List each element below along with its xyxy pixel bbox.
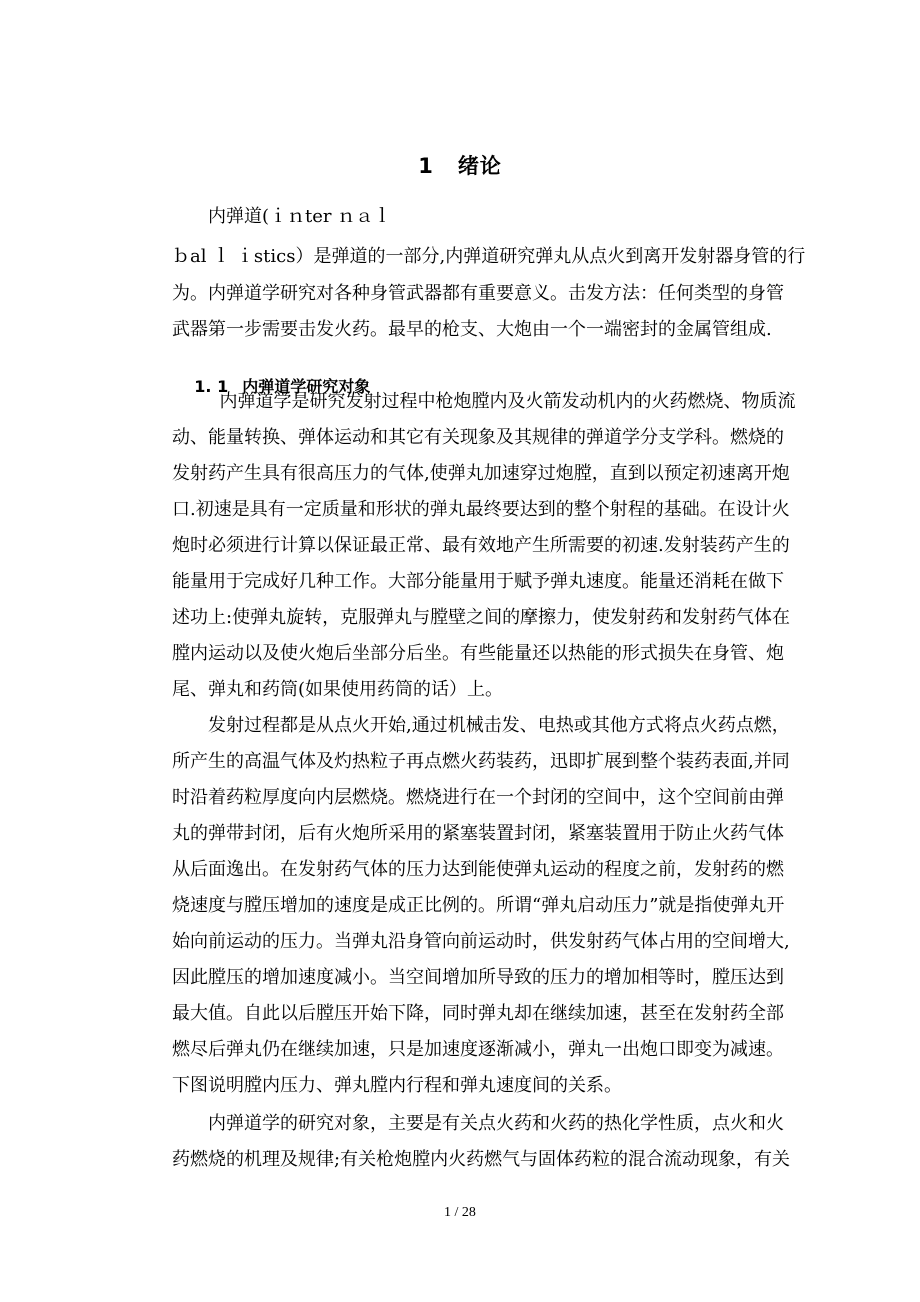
intro-line: 为。内弹道学研究对各种身管武器都有重要意义。击发方法：任何类型的身管	[172, 283, 784, 304]
body-line: 最大值。自此以后膛压开始下降，同时弹丸却在继续加速，甚至在发射药全部	[172, 1003, 784, 1024]
section-number: 1. 1	[194, 377, 229, 396]
body-line: 炮时必须进行计算以保证最正常、最有效地产生所需要的初速.发射装药产生的	[172, 535, 790, 556]
body-line: 时沿着药粒厚度向内层燃烧。燃烧进行在一个封闭的空间中，这个空间前由弹	[172, 787, 784, 808]
intro-line: 内弹道(ｉｎter ｎａｌ	[208, 206, 392, 227]
body-line: 从后面逸出。在发射药气体的压力达到能使弹丸运动的程度之前，发射药的燃	[172, 859, 784, 880]
chapter-title-text: 绪论	[457, 154, 502, 178]
body-line: 燃尽后弹丸仍在继续加速，只是加速度逐渐减小，弹丸一出炮口即变为减速。	[172, 1039, 784, 1060]
intro-line: ｂal ｌ ｉstics）是弹道的一部分,内弹道研究弹丸从点火到离开发射器身管的行	[172, 246, 806, 267]
body-line: 口.初速是具有一定质量和形状的弹丸最终要达到的整个射程的基础。在设计火	[172, 499, 790, 520]
body-line: 药燃烧的机理及规律;有关枪炮膛内火药燃气与固体药粒的混合流动现象，有关	[172, 1149, 791, 1170]
body-line: 内弹道学是研究发射过程中枪炮膛内及火箭发动机内的火药燃烧、物质流	[208, 391, 796, 412]
body-line: 发射过程都是从点火开始,通过机械击发、电热或其他方式将点火药点燃，	[208, 715, 790, 736]
body-line: 始向前运动的压力。当弹丸沿身管向前运动时，供发射药气体占用的空间增大,	[172, 931, 790, 952]
body-line: 下图说明膛内压力、弹丸膛内行程和弹丸速度间的关系。	[172, 1075, 622, 1096]
body-line: 所产生的高温气体及灼热粒子再点燃火药装药，迅即扩展到整个装药表面,并同	[172, 751, 790, 772]
body-line: 述功上:使弹丸旋转，克服弹丸与膛壁之间的摩擦力，使发射药和发射药气体在	[172, 607, 791, 628]
body-line: 膛内运动以及使火炮后坐部分后坐。有些能量还以热能的形式损失在身管、炮	[172, 643, 784, 664]
body-line: 能量用于完成好几种工作。大部分能量用于赋予弹丸速度。能量还消耗在做下	[172, 571, 784, 592]
section-title: 内弹道学研究对象	[242, 377, 371, 396]
body-line: 动、能量转换、弹体运动和其它有关现象及其规律的弹道学分支学科。燃烧的	[172, 427, 784, 448]
body-line: 烧速度与膛压增加的速度是成正比例的。所谓“弹丸启动压力”就是指使弹丸开	[172, 895, 785, 916]
page-number: 1 / 28	[444, 1205, 476, 1220]
chapter-number: 1	[418, 154, 434, 178]
intro-line: 武器第一步需要击发火药。最早的枪支、大炮由一个一端密封的金属管组成.	[172, 319, 772, 340]
body-line: 因此膛压的增加速度减小。当空间增加所导致的压力的增加相等时，膛压达到	[172, 967, 784, 988]
chapter-title	[0, 150, 920, 180]
body-line: 丸的弹带封闭，后有火炮所采用的紧塞装置封闭，紧塞装置用于防止火药气体	[172, 823, 784, 844]
body-line: 内弹道学的研究对象，主要是有关点火药和火药的热化学性质，点火和火	[208, 1113, 784, 1134]
body-line: 尾、弹丸和药筒(如果使用药筒的话）上。	[172, 679, 504, 700]
body-line: 发射药产生具有很高压力的气体,使弹丸加速穿过炮膛，直到以预定初速离开炮	[172, 463, 790, 484]
